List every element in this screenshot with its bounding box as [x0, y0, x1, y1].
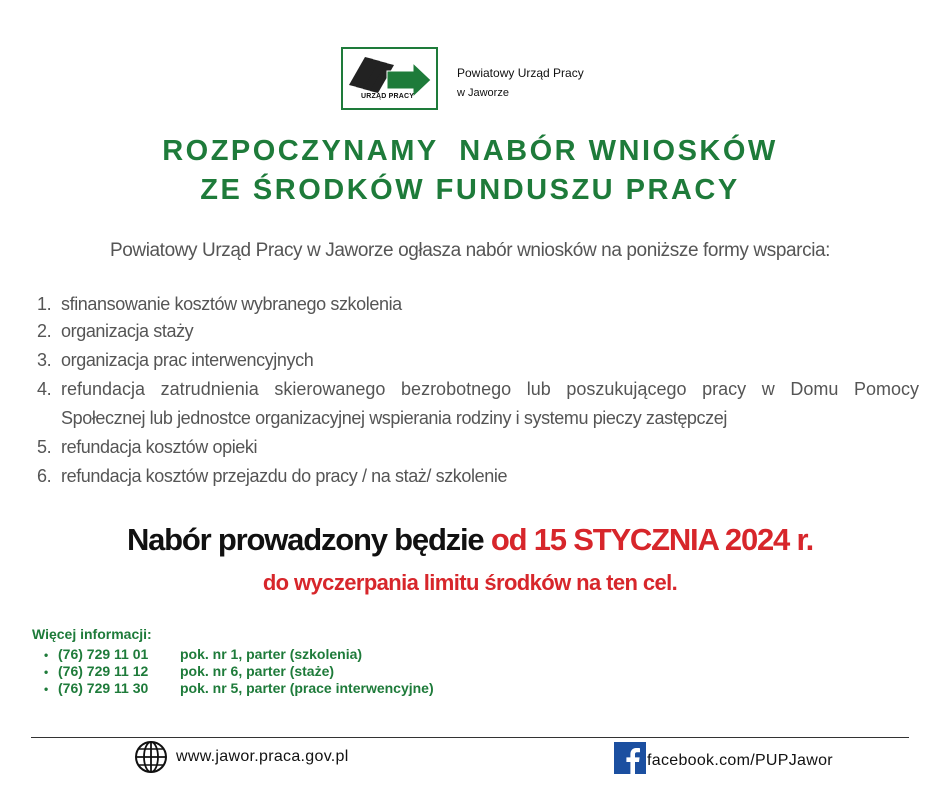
list-item-text: sfinansowanie kosztów wybranego szkolenia [61, 294, 402, 314]
facebook-icon [614, 742, 646, 774]
announcement-prefix: Nabór prowadzony będzie [126, 522, 491, 557]
list-item-number: 5. [37, 437, 52, 457]
logo [341, 47, 438, 110]
facebook-link[interactable]: facebook.com/PUPJawor [647, 752, 833, 769]
organization-name [457, 63, 584, 103]
contact-row [44, 646, 362, 662]
list-item [37, 321, 193, 342]
list-item-text: refundacja kosztów opieki [61, 437, 258, 457]
organization-name-line1: Powiatowy Urząd Pracy [457, 66, 584, 80]
announcement-date [0, 522, 940, 558]
list-item [37, 294, 402, 315]
contact-phone: (76) 729 11 01 [58, 646, 149, 662]
list-item [37, 466, 507, 487]
contact-heading: Więcej informacji: [32, 626, 152, 642]
contact-room: pok. nr 1, parter (szkolenia) [180, 646, 363, 662]
bullet-icon: • [44, 682, 49, 696]
list-item-continuation: Społecznej lub jednostce organizacyjnej wspierania rodziny i systemu pieczy zastępczej [61, 408, 727, 428]
list-item-text: organizacja staży [61, 321, 194, 341]
logo-badge-text: URZĄD PRACY [361, 93, 415, 100]
headline [0, 132, 940, 210]
list-item [37, 437, 257, 458]
list-item-number: 4. [37, 379, 52, 399]
organization-name-line2: w Jaworze [457, 87, 509, 99]
contact-room: pok. nr 5, parter (prace interwencyjne) [180, 680, 434, 696]
bullet-icon: • [44, 665, 49, 679]
contact-row [44, 680, 434, 696]
bullet-icon: • [44, 648, 49, 662]
list-item-number: 2. [37, 321, 52, 341]
list-item-text: organizacja prac interwencyjnych [61, 350, 314, 370]
list-item-text: refundacja kosztów przejazdu do pracy / na staż/ szkolenie [61, 466, 508, 486]
contact-phone: (76) 729 11 30 [58, 680, 149, 696]
globe-icon [134, 740, 168, 774]
footer-divider [31, 737, 909, 738]
announcement-start-date: od 15 STYCZNIA 2024 r. [490, 522, 814, 557]
contact-row [44, 663, 334, 679]
headline-line1: ROZPOCZYNAMY NABÓR WNIOSKÓW [162, 135, 778, 167]
contact-room: pok. nr 6, parter (staże) [180, 663, 335, 679]
contact-phone: (76) 729 11 12 [58, 663, 149, 679]
list-item-number: 3. [37, 350, 52, 370]
list-item-number: 6. [37, 466, 52, 486]
headline-line2: ZE ŚRODKÓW FUNDUSZU PRACY [200, 174, 740, 206]
intro-text: Powiatowy Urząd Pracy w Jaworze ogłasza nabór wniosków na poniższe formy wsparcia: [109, 240, 831, 261]
list-item-number: 1. [37, 294, 52, 314]
contact-info [32, 626, 434, 696]
announcement-limit: do wyczerpania limitu środków na ten cel. [262, 570, 678, 595]
list-item [37, 350, 313, 371]
list-item-text: refundacja zatrudnienia skierowanego bezrobotnego lub poszukującego pracy w Domu Pomocy [61, 379, 919, 399]
list-item [37, 379, 919, 429]
website-link[interactable]: www.jawor.praca.gov.pl [176, 748, 349, 765]
